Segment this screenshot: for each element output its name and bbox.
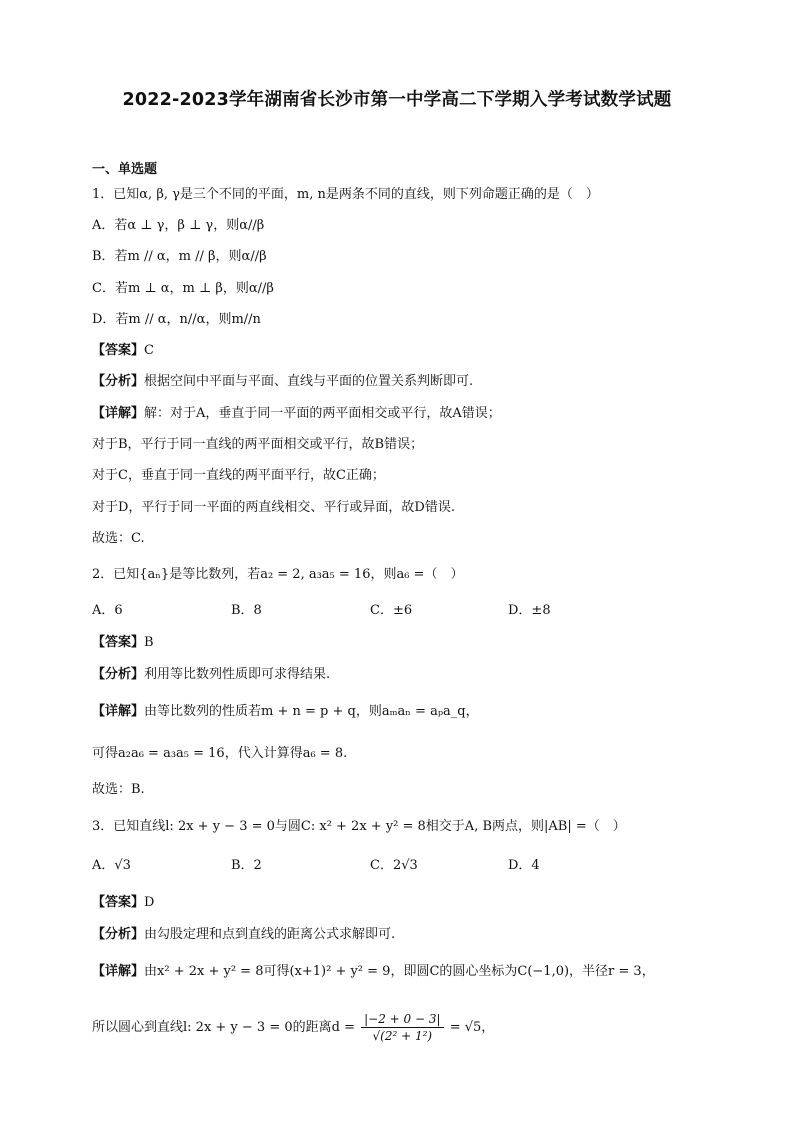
q3-detail	[92, 962, 655, 982]
q1-option-c: C．若m ⊥ α，m ⊥ β，则α//β	[92, 281, 274, 296]
q2-option-a: A．6	[92, 603, 123, 618]
q1-detail-line-1: 解：对于A，垂直于同一平面的两平面相交或平行，故A错误；	[144, 406, 501, 421]
q3-option-b: B．2	[231, 858, 262, 873]
q1-answer	[92, 341, 154, 361]
q3-option-d: D．4	[508, 858, 540, 873]
q1-detail-line-3: 对于C，垂直于同一直线的两平面平行，故C正确；	[92, 468, 385, 483]
detail-tag: 【详解】	[92, 704, 145, 719]
fraction-denominator: √(2² + 1²)	[372, 1029, 433, 1043]
answer-tag: 【答案】	[92, 895, 145, 910]
q3-answer	[92, 893, 154, 913]
analysis-tag: 【分析】	[92, 374, 145, 389]
q2-detail	[92, 702, 479, 722]
page-title: 2022-2023学年湖南省长沙市第一中学高二下学期入学考试数学试题	[122, 90, 672, 110]
answer-tag: 【答案】	[92, 635, 145, 650]
q1-option-a: A．若α ⊥ γ，β ⊥ γ，则α//β	[92, 218, 265, 233]
q3-analysis	[92, 925, 395, 945]
q2-answer-value: B	[144, 635, 154, 650]
q2-choose: 故选：B.	[92, 782, 145, 797]
q1-detail-line-2: 对于B，平行于同一直线的两平面相交或平行，故B错误；	[92, 437, 424, 452]
q2-option-d: D．±8	[508, 603, 551, 618]
analysis-tag: 【分析】	[92, 927, 145, 942]
detail-tag: 【详解】	[92, 406, 145, 421]
analysis-tag: 【分析】	[92, 667, 145, 682]
q3-detail-line-2	[92, 1010, 494, 1046]
q3-distance-result: = √5，	[449, 1020, 495, 1035]
q1-answer-value: C	[144, 343, 154, 358]
section-heading: 一、单选题	[92, 162, 158, 177]
q3-analysis-text: 由勾股定理和点到直线的距离公式求解即可.	[144, 927, 396, 942]
q1-detail	[92, 404, 501, 424]
distance-fraction	[361, 1011, 443, 1044]
q3-distance-text: 所以圆心到直线l: 2x + y − 3 = 0的距离d =	[92, 1020, 355, 1035]
q3-stem: 3．已知直线l: 2x + y − 3 = 0与圆C: x² + 2x + y² = 8相交于A, B两点，则|AB| =（ ）	[92, 819, 626, 834]
q2-analysis-text: 利用等比数列性质即可求得结果.	[144, 667, 331, 682]
q2-detail-line-1: 由等比数列的性质若m + n = p + q，则aₘaₙ = aₚa_q，	[144, 704, 479, 719]
q2-analysis	[92, 665, 330, 685]
q3-option-c: C．2√3	[370, 858, 418, 873]
q1-stem: 1．已知α, β, γ是三个不同的平面，m, n是两条不同的直线，则下列命题正确的是（ ）	[92, 187, 599, 202]
q1-detail-line-4: 对于D，平行于同一平面的两直线相交、平行或异面，故D错误.	[92, 500, 455, 515]
q3-option-a: A．√3	[92, 858, 131, 873]
q1-analysis-text: 根据空间中平面与平面、直线与平面的位置关系判断即可.	[144, 374, 474, 389]
q1-option-b: B．若m // α，m // β，则α//β	[92, 249, 267, 264]
q2-option-b: B．8	[231, 603, 262, 618]
q3-answer-value: D	[144, 895, 155, 910]
q1-choose: 故选：C.	[92, 531, 145, 546]
q1-option-d: D．若m // α，n//α，则m//n	[92, 312, 261, 327]
q2-stem: 2．已知{aₙ}是等比数列，若a₂ = 2, a₃a₅ = 16，则a₆ =（ ）	[92, 567, 464, 582]
detail-tag: 【详解】	[92, 964, 145, 979]
q1-analysis	[92, 372, 473, 392]
q3-detail-line-1: 由x² + 2x + y² = 8可得(x+1)² + y² = 9，即圆C的圆心坐标为C(−1,0)，半径r = 3，	[144, 964, 655, 979]
fraction-numerator: |−2 + 0 − 3|	[361, 1011, 443, 1028]
answer-tag: 【答案】	[92, 343, 145, 358]
q2-option-c: C．±6	[370, 603, 413, 618]
q2-answer	[92, 633, 154, 653]
q2-detail-line-2: 可得a₂a₆ = a₃a₅ = 16，代入计算得a₆ = 8.	[92, 746, 348, 761]
